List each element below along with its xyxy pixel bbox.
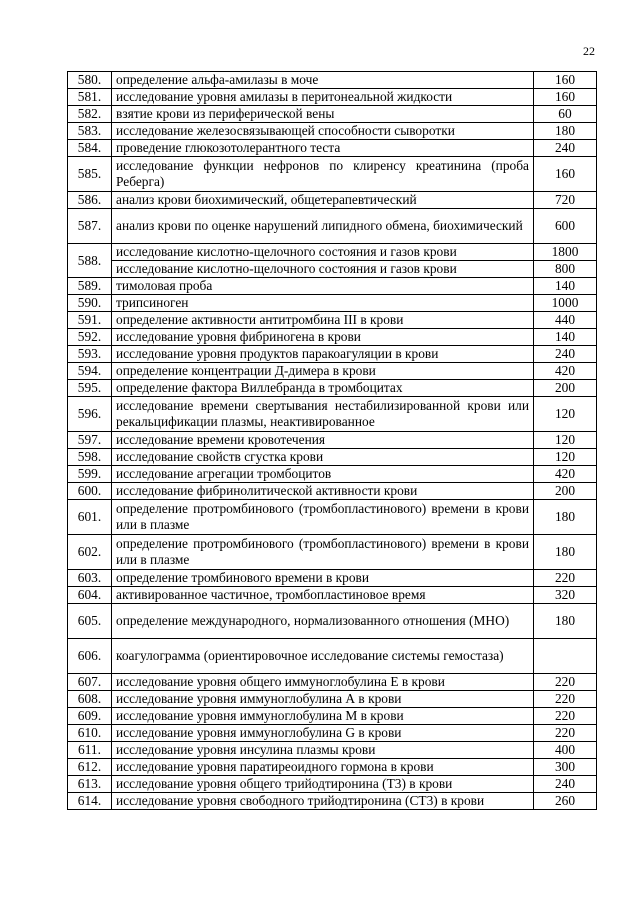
table-row xyxy=(68,691,597,708)
table-row xyxy=(68,123,597,140)
service-name: исследование уровня общего иммуноглобулина Е в крови xyxy=(112,674,534,691)
service-price: 180 xyxy=(534,500,597,535)
table-row xyxy=(68,363,597,380)
service-name: определение протромбинового (тромбопластинового) времени в крови или в плазме xyxy=(112,535,534,570)
service-name: исследование времени кровотечения xyxy=(112,432,534,449)
row-number: 595. xyxy=(68,380,112,397)
service-price: 300 xyxy=(534,759,597,776)
service-price: 60 xyxy=(534,106,597,123)
row-number: 594. xyxy=(68,363,112,380)
row-number: 582. xyxy=(68,106,112,123)
service-price: 1000 xyxy=(534,295,597,312)
table-row xyxy=(68,587,597,604)
table-row xyxy=(68,72,597,89)
service-price: 120 xyxy=(534,397,597,432)
service-name: определение тромбинового времени в крови xyxy=(112,570,534,587)
service-name: коагулограмма (ориентировочное исследование системы гемостаза) xyxy=(112,639,534,674)
service-price: 220 xyxy=(534,674,597,691)
row-number: 583. xyxy=(68,123,112,140)
service-price: 240 xyxy=(534,776,597,793)
service-name: определение альфа-амилазы в моче xyxy=(112,72,534,89)
table-row xyxy=(68,209,597,244)
service-price: 180 xyxy=(534,535,597,570)
table-row xyxy=(68,329,597,346)
row-number: 592. xyxy=(68,329,112,346)
service-price: 220 xyxy=(534,691,597,708)
table-row xyxy=(68,261,597,278)
table-row xyxy=(68,674,597,691)
service-name: определение протромбинового (тромбопластинового) времени в крови или в плазме xyxy=(112,500,534,535)
service-name: исследование кислотно-щелочного состояния и газов крови xyxy=(112,244,534,261)
page-number: 22 xyxy=(583,44,595,58)
service-name: определение фактора Виллебранда в тромбоцитах xyxy=(112,380,534,397)
service-price: 220 xyxy=(534,570,597,587)
row-number: 584. xyxy=(68,140,112,157)
table-row xyxy=(68,140,597,157)
service-name: исследование уровня паратиреоидного гормона в крови xyxy=(112,759,534,776)
service-price: 600 xyxy=(534,209,597,244)
table-row xyxy=(68,106,597,123)
service-price: 120 xyxy=(534,449,597,466)
service-price: 180 xyxy=(534,123,597,140)
service-name: исследование уровня амилазы в перитонеальной жидкости xyxy=(112,89,534,106)
row-number: 600. xyxy=(68,483,112,500)
row-number: 597. xyxy=(68,432,112,449)
row-number: 606. xyxy=(68,639,112,674)
service-name: исследование уровня иммуноглобулина G в крови xyxy=(112,725,534,742)
service-name: определение активности антитромбина III в крови xyxy=(112,312,534,329)
table-row xyxy=(68,244,597,261)
service-name: исследование уровня иммуноглобулина М в крови xyxy=(112,708,534,725)
service-price: 140 xyxy=(534,278,597,295)
row-number: 601. xyxy=(68,500,112,535)
service-name: исследование фибринолитической активности крови xyxy=(112,483,534,500)
service-name: исследование времени свертывания нестабилизированной крови или рекальцификации плазмы, неактивированное xyxy=(112,397,534,432)
service-name: исследование агрегации тромбоцитов xyxy=(112,466,534,483)
table-row xyxy=(68,570,597,587)
service-name: исследование уровня инсулина плазмы крови xyxy=(112,742,534,759)
table-row xyxy=(68,500,597,535)
row-number: 610. xyxy=(68,725,112,742)
row-number: 585. xyxy=(68,157,112,192)
row-number: 586. xyxy=(68,192,112,209)
row-number: 588. xyxy=(68,244,112,278)
service-price: 200 xyxy=(534,380,597,397)
row-number: 590. xyxy=(68,295,112,312)
table-row xyxy=(68,432,597,449)
row-number: 581. xyxy=(68,89,112,106)
service-name: исследование функции нефронов по клиренсу креатинина (проба Реберга) xyxy=(112,157,534,192)
table-row xyxy=(68,793,597,810)
row-number: 593. xyxy=(68,346,112,363)
service-price: 120 xyxy=(534,432,597,449)
service-name: исследование уровня продуктов паракоагуляции в крови xyxy=(112,346,534,363)
service-price xyxy=(534,639,597,674)
table-row xyxy=(68,157,597,192)
service-name: проведение глюкозотолерантного теста xyxy=(112,140,534,157)
service-name: активированное частичное, тромбопластиновое время xyxy=(112,587,534,604)
service-price: 1800 xyxy=(534,244,597,261)
row-number: 608. xyxy=(68,691,112,708)
price-table xyxy=(67,71,597,810)
service-price: 160 xyxy=(534,89,597,106)
table-row xyxy=(68,295,597,312)
row-number: 598. xyxy=(68,449,112,466)
row-number: 609. xyxy=(68,708,112,725)
service-price: 160 xyxy=(534,72,597,89)
service-name: исследование уровня фибриногена в крови xyxy=(112,329,534,346)
service-price: 140 xyxy=(534,329,597,346)
table-row xyxy=(68,89,597,106)
service-name: исследование уровня свободного трийодтиронина (СТ3) в крови xyxy=(112,793,534,810)
service-name: определение международного, нормализованного отношения (МНО) xyxy=(112,604,534,639)
service-price: 180 xyxy=(534,604,597,639)
service-price: 400 xyxy=(534,742,597,759)
table-row xyxy=(68,192,597,209)
service-price: 420 xyxy=(534,363,597,380)
table-row xyxy=(68,466,597,483)
service-price: 220 xyxy=(534,725,597,742)
service-name: тимоловая проба xyxy=(112,278,534,295)
row-number: 614. xyxy=(68,793,112,810)
service-price: 220 xyxy=(534,708,597,725)
table-row xyxy=(68,604,597,639)
service-name: исследование свойств сгустка крови xyxy=(112,449,534,466)
service-name: исследование уровня иммуноглобулина А в крови xyxy=(112,691,534,708)
row-number: 596. xyxy=(68,397,112,432)
row-number: 607. xyxy=(68,674,112,691)
service-price: 320 xyxy=(534,587,597,604)
table-row xyxy=(68,483,597,500)
service-price: 240 xyxy=(534,346,597,363)
table-row xyxy=(68,639,597,674)
service-price: 260 xyxy=(534,793,597,810)
table-row xyxy=(68,397,597,432)
table-row xyxy=(68,708,597,725)
service-name: анализ крови по оценке нарушений липидного обмена, биохимический xyxy=(112,209,534,244)
row-number: 587. xyxy=(68,209,112,244)
row-number: 611. xyxy=(68,742,112,759)
row-number: 589. xyxy=(68,278,112,295)
table-row xyxy=(68,535,597,570)
table-row xyxy=(68,759,597,776)
service-name: трипсиноген xyxy=(112,295,534,312)
service-price: 160 xyxy=(534,157,597,192)
row-number: 591. xyxy=(68,312,112,329)
row-number: 603. xyxy=(68,570,112,587)
table-row xyxy=(68,742,597,759)
service-price: 440 xyxy=(534,312,597,329)
service-name: исследование железосвязывающей способности сыворотки xyxy=(112,123,534,140)
table-row xyxy=(68,312,597,329)
row-number: 612. xyxy=(68,759,112,776)
table-row xyxy=(68,449,597,466)
service-price: 800 xyxy=(534,261,597,278)
service-name: исследование уровня общего трийодтиронина (Т3) в крови xyxy=(112,776,534,793)
row-number: 599. xyxy=(68,466,112,483)
row-number: 580. xyxy=(68,72,112,89)
service-name: определение концентрации Д-димера в крови xyxy=(112,363,534,380)
table-row xyxy=(68,776,597,793)
service-name: взятие крови из периферической вены xyxy=(112,106,534,123)
service-price: 420 xyxy=(534,466,597,483)
table-row xyxy=(68,346,597,363)
service-price: 200 xyxy=(534,483,597,500)
row-number: 605. xyxy=(68,604,112,639)
table-row xyxy=(68,380,597,397)
row-number: 604. xyxy=(68,587,112,604)
table-row xyxy=(68,278,597,295)
service-price: 240 xyxy=(534,140,597,157)
row-number: 613. xyxy=(68,776,112,793)
row-number: 602. xyxy=(68,535,112,570)
service-name: анализ крови биохимический, общетерапевтический xyxy=(112,192,534,209)
service-price: 720 xyxy=(534,192,597,209)
table-row xyxy=(68,725,597,742)
service-name: исследование кислотно-щелочного состояния и газов крови xyxy=(112,261,534,278)
